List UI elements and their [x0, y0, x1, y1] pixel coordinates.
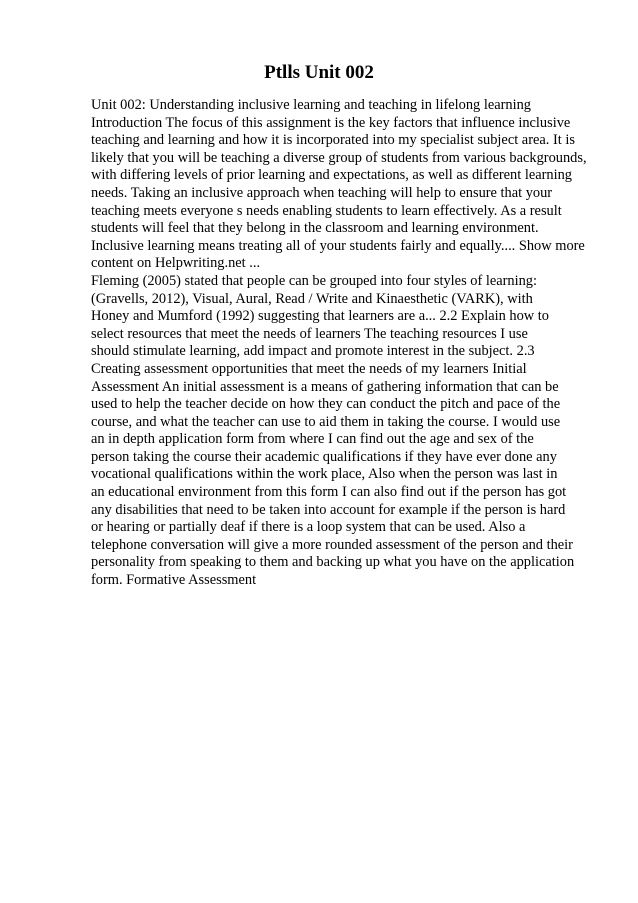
body-text-line: select resources that meet the needs of learners The teaching resources I use: [91, 325, 528, 342]
body-text-line: (Gravells, 2012), Visual, Aural, Read / Write and Kinaesthetic (VARK), with: [91, 290, 533, 307]
body-text-line: or hearing or partially deaf if there is a loop system that can be used. Also a: [91, 519, 526, 536]
body-text-line: teaching meets everyone s needs enabling students to learn effectively. As a result: [91, 202, 562, 219]
body-text-line: Inclusive learning means treating all of your students fairly and equally.... Show more: [91, 237, 585, 254]
body-text-line: Fleming (2005) stated that people can be grouped into four styles of learning:: [91, 272, 537, 289]
body-text-line: Creating assessment opportunities that meet the needs of my learners Initial: [91, 360, 527, 377]
body-text-line: course, and what the teacher can use to aid them in taking the course. I would use: [91, 413, 561, 430]
body-text-line: person taking the course their academic qualifications if they have ever done any: [91, 448, 557, 465]
page-title: Ptlls Unit 002: [264, 62, 374, 83]
body-text-line: should stimulate learning, add impact and promote interest in the subject. 2.3: [91, 343, 535, 360]
body-text-line: form. Formative Assessment: [91, 572, 257, 589]
document-body: [91, 97, 611, 590]
body-text-line: an in depth application form from where I can find out the age and sex of the: [91, 431, 534, 448]
body-text-line: personality from speaking to them and backing up what you have on the application: [91, 554, 575, 571]
body-text-line: any disabilities that need to be taken into account for example if the person is hard: [91, 501, 566, 518]
body-text-line: Assessment An initial assessment is a means of gathering information that can be: [91, 378, 559, 395]
body-text-line: an educational environment from this form I can also find out if the person has got: [91, 484, 567, 501]
body-text-line: likely that you will be teaching a diverse group of students from various backgrounds,: [91, 149, 587, 166]
body-text-line: Honey and Mumford (1992) suggesting that learners are a... 2.2 Explain how to: [91, 308, 549, 325]
body-text-line: Introduction The focus of this assignment is the key factors that influence inclusive: [91, 114, 571, 131]
body-text-line: students will feel that they belong in the classroom and learning environment.: [91, 220, 539, 237]
body-text-line: with differing levels of prior learning and expectations, as well as different learning: [91, 167, 572, 184]
body-text-line: teaching and learning and how it is incorporated into my specialist subject area. It is: [91, 132, 575, 149]
body-text-line: used to help the teacher decide on how they can conduct the pitch and pace of the: [91, 396, 561, 413]
body-text-line: content on Helpwriting.net ...: [91, 255, 261, 272]
body-text-line: needs. Taking an inclusive approach when teaching will help to ensure that your: [91, 184, 553, 201]
body-text-line: vocational qualifications within the work place, Also when the person was last in: [91, 466, 558, 483]
body-text-line: telephone conversation will give a more rounded assessment of the person and their: [91, 536, 573, 553]
body-text-line: Unit 002: Understanding inclusive learning and teaching in lifelong learning: [91, 97, 532, 113]
